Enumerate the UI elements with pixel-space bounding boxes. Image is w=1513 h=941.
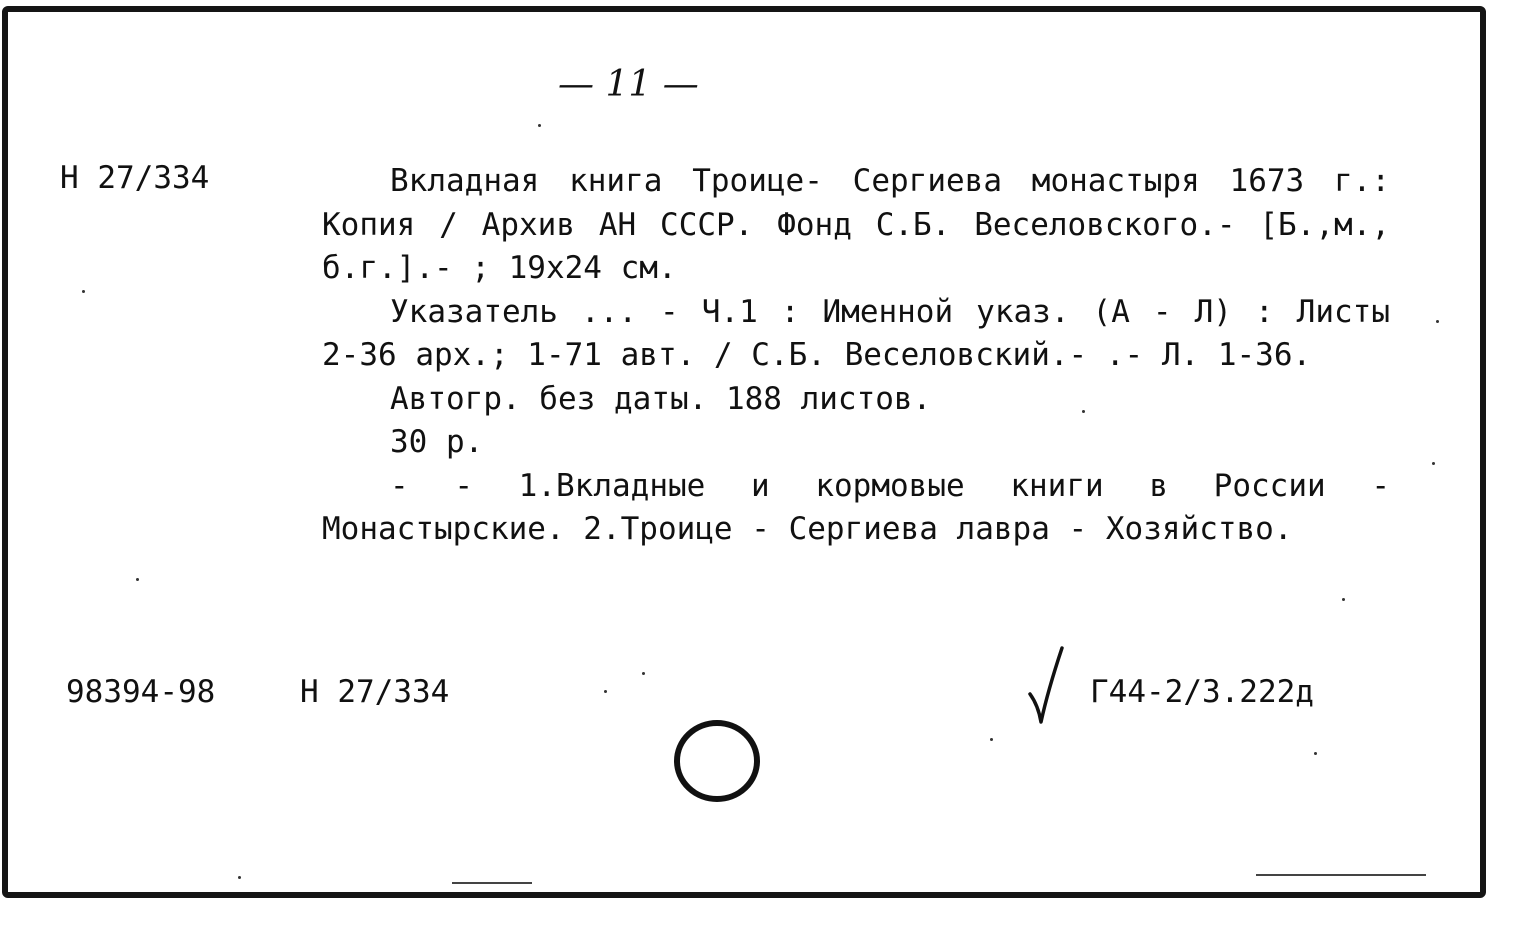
record-body	[322, 160, 1390, 552]
speck	[82, 290, 85, 293]
autograph-note: Автогр. без даты. 188 листов.	[390, 380, 932, 417]
speck	[1342, 598, 1345, 601]
speck	[538, 124, 541, 127]
price-note: 30 р.	[390, 424, 484, 460]
speck	[1436, 320, 1439, 323]
scratch-line	[452, 882, 532, 884]
call-number: Н 27/334	[60, 160, 210, 196]
scratch-line	[1256, 874, 1426, 876]
circle-mark-icon	[672, 716, 762, 806]
subject-headings: - - 1.Вкладные и кормовые книги в России - Монастырские. 2.Троице - Сергиева лавра - Хозяйство.	[322, 467, 1390, 547]
title-paragraph: Вкладная книга Троице- Сергиева монастыря 1673 г.: Копия / Архив АН СССР. Фонд С.Б. Веселовского.- [Б.,м., б.г.].- ; 19х24 см.	[322, 163, 1390, 286]
speck	[1432, 462, 1435, 465]
page-number: — 11 —	[558, 64, 699, 105]
speck	[1314, 752, 1317, 755]
speck	[136, 578, 139, 581]
speck	[642, 672, 645, 675]
classification-code: Г44-2/3.222д	[1090, 674, 1314, 710]
speck	[990, 738, 993, 741]
speck	[604, 690, 607, 693]
speck	[238, 876, 241, 879]
accession-number: 98394-98	[66, 674, 216, 710]
index-paragraph: Указатель ... - Ч.1 : Именной указ. (А - Л) : Листы 2-36 арх.; 1-71 авт. / С.Б. Веселовский.- .- Л. 1-36.	[322, 293, 1390, 373]
speck	[1082, 410, 1085, 413]
footer-call-number: Н 27/334	[300, 674, 450, 710]
checkmark-icon	[1026, 644, 1066, 726]
